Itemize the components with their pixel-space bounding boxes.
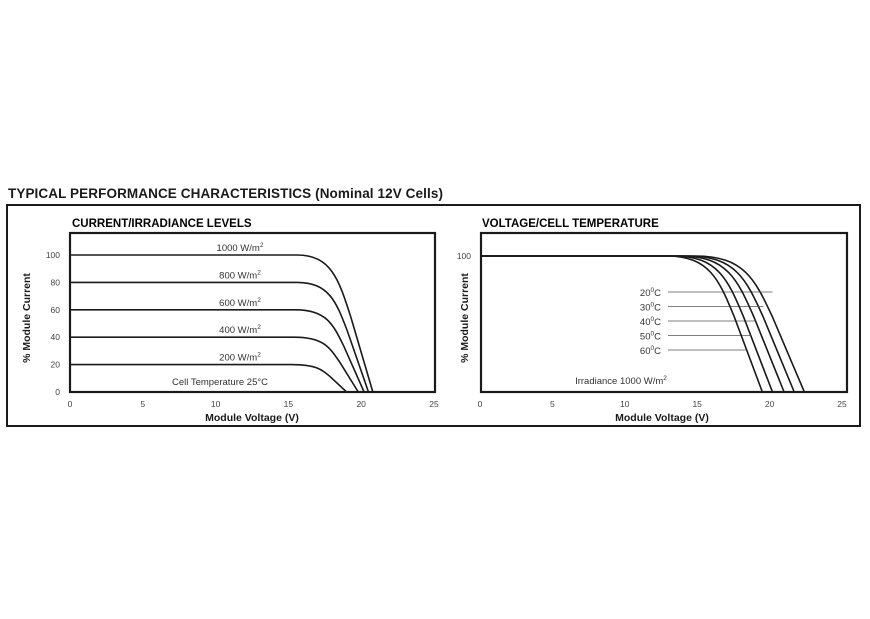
series-line <box>480 256 772 392</box>
chart-voltage-temperature <box>457 218 847 424</box>
x-tick-label: 20 <box>356 399 366 409</box>
series-label: $40^0C$ <box>639 316 661 328</box>
series-label: $20^0C$ <box>639 287 661 299</box>
x-tick-label: 20 <box>764 399 775 409</box>
annotation-irradiance: Irradiance 1000 $W/m^2$ <box>575 375 667 387</box>
series-label: $50^0C$ <box>639 330 661 343</box>
x-tick-label: 0 <box>477 399 483 409</box>
y-tick-label: 80 <box>50 277 60 288</box>
series-label: 200 $W/m^2$ <box>219 351 261 364</box>
series-label: 400 $W/m^2$ <box>219 324 261 337</box>
x-axis-label-temperature: Module Voltage (V) <box>615 412 709 424</box>
series-label: $30^0C$ <box>639 301 661 314</box>
y-tick-label: 0 <box>55 387 60 397</box>
plot-area <box>70 233 435 392</box>
series-label: 600 $W/m^2$ <box>219 296 261 309</box>
x-tick-label: 10 <box>620 399 630 409</box>
y-axis-label-irradiance: % Module Current <box>21 273 33 363</box>
x-tick-label: 10 <box>210 399 221 409</box>
y-tick-label: 60 <box>50 304 60 315</box>
x-tick-label: 0 <box>67 399 73 409</box>
x-tick-label: 5 <box>550 399 555 409</box>
chart-current-irradiance <box>21 218 439 424</box>
y-tick-label: 20 <box>50 359 60 370</box>
plot-area <box>481 233 847 392</box>
y-tick-label: 100 <box>45 250 60 260</box>
x-tick-label: 15 <box>692 399 702 409</box>
x-axis-label-irradiance: Module Voltage (V) <box>205 412 299 424</box>
x-tick-label: 25 <box>837 399 847 409</box>
x-tick-label: 25 <box>429 399 439 409</box>
y-axis-label-temperature: % Module Current <box>459 273 471 363</box>
series-label: $60^0C$ <box>639 345 661 357</box>
series-line <box>480 256 762 392</box>
series-label: 800 $W/m^2$ <box>219 269 261 282</box>
x-tick-label: 5 <box>140 399 146 409</box>
x-tick-label: 15 <box>283 399 294 409</box>
page-title: TYPICAL PERFORMANCE CHARACTERISTICS (Nominal 12V Cells) <box>8 186 444 201</box>
chart-title-irradiance: CURRENT/IRRADIANCE LEVELS <box>72 218 252 230</box>
chart-title-temperature: VOLTAGE/CELL TEMPERATURE <box>482 218 659 230</box>
y-tick-label: 40 <box>50 332 60 343</box>
y-tick-label: 100 <box>456 251 471 261</box>
series-label: 1000 $W/m^2$ <box>216 242 264 254</box>
series-line <box>480 256 784 392</box>
annotation-temperature: Cell Temperature 25°C <box>171 377 269 388</box>
